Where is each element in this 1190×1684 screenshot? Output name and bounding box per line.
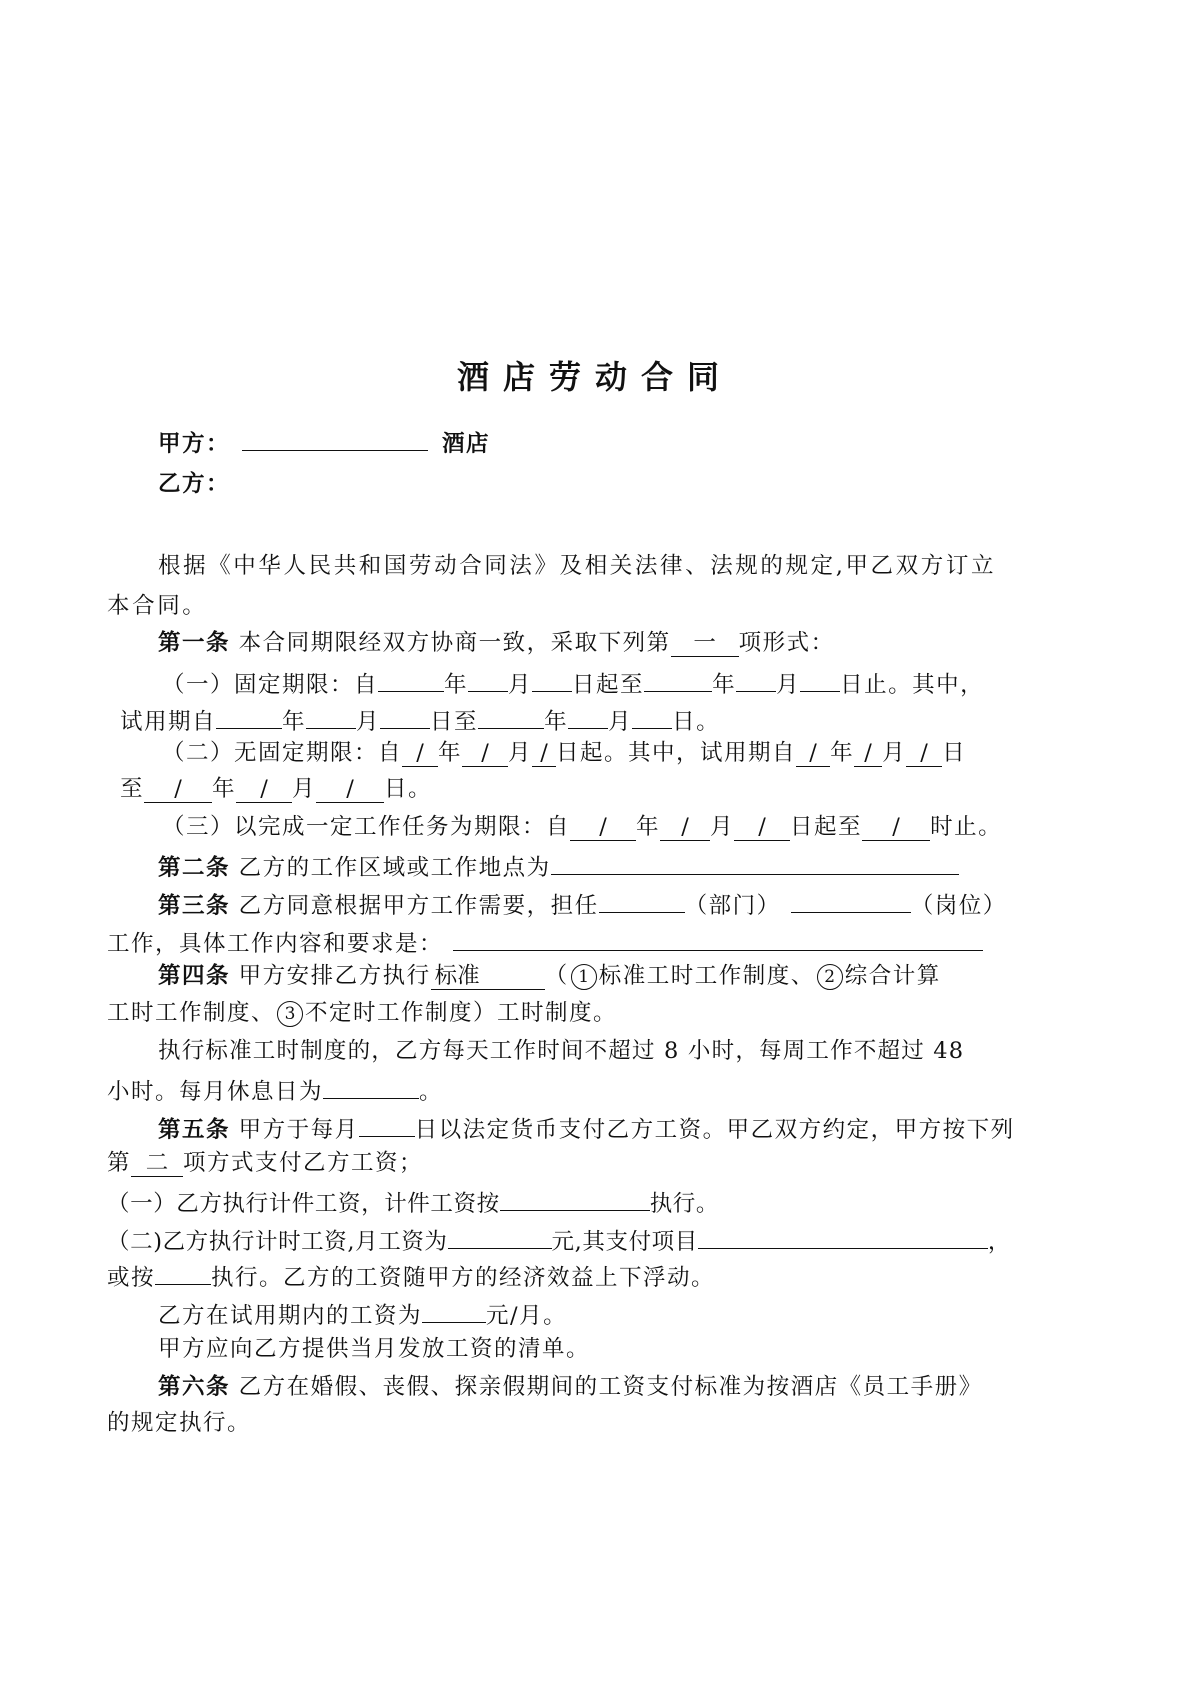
- article-3-text-b: 工作，具体工作内容和要求是：: [107, 931, 444, 957]
- rest-days-end: 。: [419, 1079, 444, 1105]
- article-1-heading: 第一条: [158, 630, 231, 656]
- article-3-line: [158, 886, 1007, 921]
- article-5-line: [158, 1110, 1015, 1145]
- unit-month: 月: [882, 740, 907, 766]
- article-1-text: 本合同期限经双方协商一致，采取下列第: [230, 630, 671, 656]
- fixed-term-text-b: 其中，: [912, 672, 985, 698]
- probation-wage-label: 乙方在试用期内的工资为: [158, 1303, 423, 1329]
- unit-year: 年: [444, 672, 469, 698]
- task-start-month[interactable]: /: [660, 814, 710, 841]
- unit-day-to: 日至: [430, 709, 479, 735]
- fixed-start-month[interactable]: [468, 665, 508, 692]
- rest-days-line: [107, 1072, 443, 1107]
- article-4-line: [158, 961, 941, 991]
- task-end-time[interactable]: /: [862, 814, 930, 841]
- option-1-marker: 1: [571, 964, 597, 990]
- probation-wage-blank[interactable]: [422, 1296, 486, 1323]
- option-2-text: 综合计算: [844, 963, 941, 989]
- unit-month: 月: [292, 776, 317, 802]
- party-b-label: 乙方：: [158, 471, 231, 497]
- work-hours-system-blank[interactable]: 标准: [431, 963, 545, 990]
- article-1-line: [158, 628, 835, 658]
- probation-end-year[interactable]: [478, 702, 544, 729]
- probation-start-month[interactable]: [306, 702, 356, 729]
- task-start-day[interactable]: /: [734, 814, 790, 841]
- article-2-heading: 第二条: [158, 855, 231, 881]
- open-to-label: 至: [120, 776, 145, 802]
- standard-hours-line: 执行标准工时制度的，乙方每天工作时间不超过 8 小时，每周工作不超过 48: [158, 1038, 965, 1064]
- job-content-blank[interactable]: [453, 924, 983, 951]
- wage-float-line: [107, 1258, 715, 1293]
- unit-year: 年: [544, 709, 569, 735]
- pay-slip-line: 甲方应向乙方提供当月发放工资的清单。: [158, 1336, 591, 1362]
- unit-year: 年: [636, 814, 661, 840]
- unit-month: 月: [608, 709, 633, 735]
- open-prob-end-month[interactable]: /: [236, 776, 292, 803]
- option-3-text: 不定时工作制度）工时制度。: [305, 1000, 618, 1026]
- fixed-probation-line: [120, 702, 720, 737]
- department-label: （部门）: [684, 893, 781, 919]
- article-1-option-blank[interactable]: 一: [671, 630, 739, 657]
- piece-rate-label: （一）乙方执行计件工资，计件工资按: [107, 1191, 500, 1217]
- article-5-text-b: 日以法定货币支付乙方工资。甲乙双方约定，甲方按下列: [414, 1117, 1015, 1143]
- fixed-term-label: （一）固定期限：自: [162, 672, 379, 698]
- probation-end-month[interactable]: [568, 702, 608, 729]
- fixed-end-year[interactable]: [644, 665, 712, 692]
- fixed-end-day[interactable]: [800, 665, 840, 692]
- post-blank[interactable]: [791, 886, 911, 913]
- article-1-text-b: 项形式：: [738, 630, 835, 656]
- unit-day-end: 日止。: [840, 672, 913, 698]
- article-5-line2-a: 第: [107, 1150, 132, 1176]
- preamble-line-2: 本合同。: [107, 593, 208, 619]
- post-label: （岗位）: [910, 893, 1007, 919]
- article-3-text: 乙方同意根据甲方工作需要，担任: [230, 893, 599, 919]
- article-4-heading: 第四条: [158, 963, 231, 989]
- unit-year: 年: [712, 672, 737, 698]
- article-6-text: 乙方在婚假、丧假、探亲假期间的工资支付标准为按酒店《员工手册》: [230, 1374, 983, 1400]
- article-2-line: [158, 848, 959, 883]
- fixed-term-line: [162, 665, 984, 700]
- probation-wage-line: [158, 1296, 567, 1331]
- preamble-line-1: 根据《中华人民共和国劳动合同法》及相关法律、法规的规定,甲乙双方订立: [158, 553, 997, 579]
- paren-open: （: [544, 963, 569, 989]
- unit-month: 月: [356, 709, 381, 735]
- open-term-line-2: [120, 774, 432, 804]
- monthly-wage-blank[interactable]: [448, 1222, 552, 1249]
- option-3-marker: 3: [277, 1001, 303, 1027]
- time-rate-label: （二)乙方执行计时工资,月工资为: [107, 1229, 448, 1255]
- article-5-text-a: 甲方于每月: [230, 1117, 359, 1143]
- fixed-start-year[interactable]: [378, 665, 444, 692]
- contract-title: 酒店劳动合同: [456, 358, 733, 396]
- open-prob-day[interactable]: /: [906, 740, 942, 767]
- pay-day-blank[interactable]: [359, 1110, 415, 1137]
- unit-month: 月: [710, 814, 735, 840]
- wage-alt-blank[interactable]: [155, 1258, 211, 1285]
- article-5-heading: 第五条: [158, 1117, 231, 1143]
- unit-month: 月: [508, 740, 533, 766]
- article-6-line: [158, 1372, 983, 1402]
- piece-rate-end: 执行。: [649, 1191, 720, 1217]
- party-a-line: [158, 424, 490, 459]
- article-5-line2-b: 项方式支付乙方工资；: [183, 1150, 424, 1176]
- probation-start-year[interactable]: [216, 702, 282, 729]
- unit-month: 月: [508, 672, 533, 698]
- wage-or-label: 或按: [107, 1265, 156, 1291]
- fixed-end-month[interactable]: [736, 665, 776, 692]
- article-4-text: 甲方安排乙方执行: [230, 963, 431, 989]
- piece-rate-blank[interactable]: [500, 1184, 650, 1211]
- unit-day-period: 日。: [672, 709, 721, 735]
- article-3-heading: 第三条: [158, 893, 231, 919]
- work-location-blank[interactable]: [551, 848, 959, 875]
- wage-float-text: 执行。乙方的工资随甲方的经济效益上下浮动。: [211, 1265, 716, 1291]
- unit-year: 年: [438, 740, 463, 766]
- task-term-text-c: 时止。: [930, 814, 1003, 840]
- open-prob-end-day[interactable]: /: [316, 776, 384, 803]
- open-term-text-b: 日起。其中，试用期自: [556, 740, 797, 766]
- unit-year: 年: [282, 709, 307, 735]
- probation-wage-unit: 元/月。: [486, 1303, 568, 1329]
- open-term-label: （二）无固定期限：自: [162, 740, 403, 766]
- time-rate-line: [107, 1222, 1011, 1257]
- unit-day: 日: [942, 740, 967, 766]
- article-6-line-2: 的规定执行。: [107, 1410, 252, 1436]
- time-rate-comma: ，: [987, 1229, 1011, 1255]
- article-5-line-2: [107, 1148, 423, 1178]
- article-3-line-2: [107, 924, 983, 959]
- probation-end-day[interactable]: [632, 702, 672, 729]
- unit-month: 月: [776, 672, 801, 698]
- open-start-day[interactable]: /: [532, 740, 556, 767]
- unit-day-start: 日起至: [572, 672, 645, 698]
- task-term-text-b: 日起至: [790, 814, 863, 840]
- unit-day-period: 日。: [384, 776, 433, 802]
- option-1-text: 标准工时工作制度、: [598, 963, 815, 989]
- party-a-label: 甲方：: [158, 431, 231, 457]
- pay-items-blank[interactable]: [698, 1222, 988, 1249]
- task-start-year[interactable]: /: [570, 814, 636, 841]
- option-2-marker: 2: [817, 964, 843, 990]
- open-term-line: [162, 738, 966, 768]
- party-a-suffix: 酒店: [442, 431, 491, 457]
- rest-days-label: 小时。每月休息日为: [107, 1079, 324, 1105]
- unit-year: 年: [830, 740, 855, 766]
- time-rate-text-b: 元,其支付项目: [551, 1229, 698, 1255]
- open-start-month[interactable]: /: [462, 740, 508, 767]
- task-term-label: （三）以完成一定工作任务为期限：自: [162, 814, 571, 840]
- unit-year: 年: [212, 776, 237, 802]
- rest-days-blank[interactable]: [323, 1072, 419, 1099]
- task-term-line: [162, 812, 1002, 842]
- open-prob-year[interactable]: /: [796, 740, 830, 767]
- article-2-text: 乙方的工作区域或工作地点为: [230, 855, 551, 881]
- department-blank[interactable]: [599, 886, 685, 913]
- article-6-heading: 第六条: [158, 1374, 231, 1400]
- piece-rate-line: [107, 1184, 719, 1219]
- option-2-text-cont: 工时工作制度、: [107, 1000, 276, 1026]
- open-prob-end-year[interactable]: /: [144, 776, 212, 803]
- open-prob-month[interactable]: /: [854, 740, 882, 767]
- article-4-line-2: [107, 998, 617, 1028]
- party-a-blank[interactable]: [242, 424, 428, 451]
- party-b-line: [158, 469, 230, 499]
- fixed-start-day[interactable]: [532, 665, 572, 692]
- probation-start-day[interactable]: [380, 702, 430, 729]
- pay-method-option-blank[interactable]: 二: [131, 1150, 183, 1177]
- probation-label: 试用期自: [120, 709, 217, 735]
- open-start-year[interactable]: /: [402, 740, 438, 767]
